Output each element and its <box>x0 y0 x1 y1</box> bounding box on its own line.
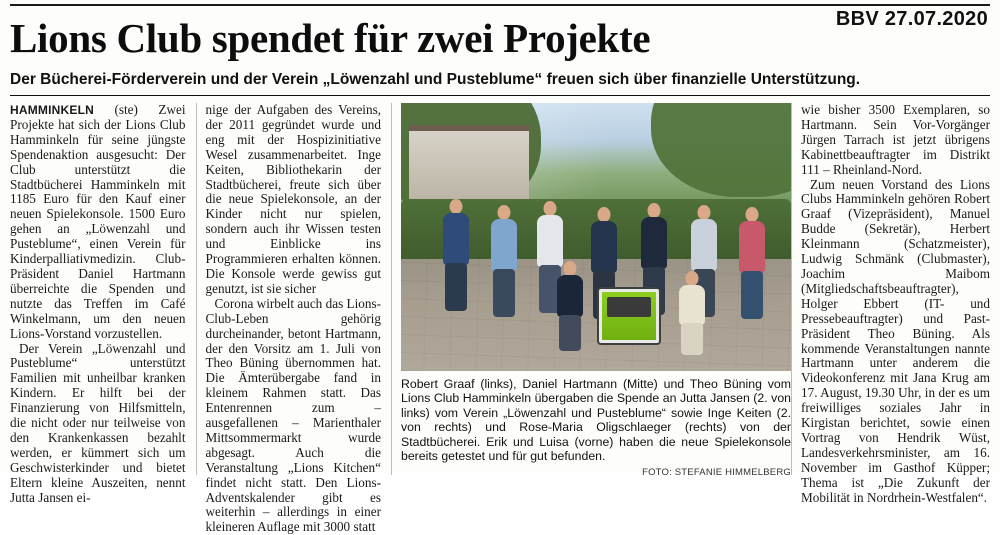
person-head <box>450 199 463 214</box>
subheadline: Der Bücherei-Förderverein und der Verein „Löwenzahl und Pusteblume“ freuen sich über finanzielle Unterstützung. <box>10 71 861 88</box>
person-head <box>564 261 577 276</box>
column-divider <box>196 103 197 475</box>
person-legs <box>741 271 763 319</box>
paragraph: nige der Aufgaben des Vereins, der 2011 gegründet wurde und eng mit der Hospizinitiative Wesel zusammenarbeitet. Inge Keiten, Bibliothekarin der Stadtbücherei, freute sich über die neue Spielekonsole, an der Kinder nicht nur spielen, sondern auch ihr Wissen testen und Einblicke ins Programmieren erhalten können. Die Konsole werde gewiss gut genutzt, ist sie sicher <box>205 102 381 296</box>
person-torso <box>739 221 765 273</box>
photo-column <box>401 103 791 479</box>
person-head <box>686 271 699 286</box>
top-rule <box>10 4 990 6</box>
building-facade <box>409 131 529 205</box>
person-torso <box>691 219 717 271</box>
console-screen <box>607 297 651 317</box>
person-torso <box>491 219 517 271</box>
article-columns <box>10 102 990 535</box>
paragraph: Der Verein „Löwenzahl und Pusteblume“ unterstützt Familien mit unheilbar kranken Kindern. Er hilft bei der Finanzierung von Hilfsmitteln, die nicht oder nur teilweise von den Krankenkassen bezahlt werden, er kümmert sich um Geschwisterkinder und bietet Eltern kleine Auszeiten, nennt Jutta Jansen ei- <box>10 340 186 505</box>
paragraph: Corona wirbelt auch das Lions-Club-Leben gehörig durcheinander, betont Hartmann, der den Vorsitz am 1. Juli von Theo Büning übernommen hat. Die Ämterübergabe fand in kleinem Rahmen statt. Das Entenrennen zum – ausgefallenen – Marienthaler Mittsommermarkt wurde abgesagt. Auch die Veranstaltung „Lions Kitchen“ findet nicht statt. Den Lions-Adventskalender gibt es weiterhin – allerdings in einer kleineren Auflage mit 3000 statt <box>205 295 381 535</box>
person-figure <box>487 205 521 317</box>
divider-under-subheadline <box>10 95 990 96</box>
column-one <box>10 102 196 505</box>
person-torso <box>443 213 469 265</box>
game-console-object <box>597 287 661 345</box>
edition-label: BBV 27.07.2020 <box>835 8 988 30</box>
person-head <box>498 205 511 220</box>
paragraph: Zum neuen Vorstand des Lions Clubs Hamminkeln gehören Robert Graaf (Vizepräsident), Manuel Budde (Sekretär), Herbert Kleinmann (Schatzmeister), Ludwig Schmänk (Clubmaster), Joachim Maibom (Mitgliedschaftsbeauftragter), Holger Ebbert (IT- und Pressebeauftragter) und Past-Präsident Theo Büning. Als kommende Veranstaltungen nannte Hartmann unter anderem die Videokonferenz mit Jana Krug am 17. August, 19.30 Uhr, in der es um freiwilliges soziales Jahr in Kirgistan berichtet, sowie einen Vortrag von Hendrik Wüst, Landesverkehrsminister, am 16. November im Gasthof Küpper; Thema ist „Die Zukunft der Mobilität in Nordrhein-Westfalen“. <box>801 176 990 505</box>
person-torso <box>641 217 667 269</box>
person-torso <box>591 221 617 273</box>
column-divider <box>791 103 792 475</box>
paragraph: HAMMINKELN (ste) Zwei Projekte hat sich der Lions Club Hamminkeln für seine jüngste Spendenaktion ausgesucht: Der Club unterstützt die Stadtbücherei Hamminkeln mit 1185 Euro für den Kauf einer neuen Spielekonsole. 1500 Euro gehen an „Löwenzahl und Pusteblume“, einen Verein für Kinderpalliativmedizin. Club-Präsident Daniel Hartmann überreichte die Spenden und nutzte das Treffen im Café Winkelmann, um den neuen Lions-Vorstand vorzustellen. <box>10 102 186 341</box>
person-figure <box>735 207 769 317</box>
person-figure <box>439 199 473 317</box>
column-divider <box>391 103 392 475</box>
paragraph: wie bisher 3500 Exemplaren, so Hartmann. Sein Vor-Vorgänger Jürgen Tarrach ist jetzt übrigens Kabinettbeauftragter im Distrikt 111 – Rheinland-Nord. <box>801 102 990 177</box>
person-head <box>746 207 759 222</box>
person-torso <box>679 285 705 325</box>
tree-shape <box>651 103 791 197</box>
person-legs <box>681 323 703 355</box>
column-two <box>205 102 392 535</box>
person-head <box>648 203 661 218</box>
article-photo <box>401 103 791 371</box>
person-legs <box>493 269 515 317</box>
person-torso <box>537 215 563 267</box>
person-legs <box>559 315 581 351</box>
person-legs <box>445 263 467 311</box>
person-head <box>544 201 557 216</box>
column-three <box>801 102 990 505</box>
person-head <box>698 205 711 220</box>
photo-caption: Robert Graaf (links), Daniel Hartmann (Mitte) und Theo Büning vom Lions Club Hamminkeln übergaben die Spende an Jutta Jansen (2. von links) vom Verein „Löwenzahl und Pusteblume“ sowie Inge Keiten (2. von rechts) und Rose-Maria Oligschlaeger (rechts) von der Stadtbücherei. Erik und Luisa (vorne) haben die neue Spielekonsole bereits getestet und für gut befunden. <box>401 377 791 464</box>
page-title: Lions Club spendet für zwei Projekte <box>10 15 651 61</box>
child-figure <box>675 271 709 357</box>
photo-scene <box>401 103 791 371</box>
person-torso <box>557 275 583 317</box>
child-figure <box>553 261 587 353</box>
dateline: HAMMINKELN <box>10 103 94 117</box>
person-head <box>598 207 611 222</box>
photo-credit: FOTO: STEFANIE HIMMELBERG <box>642 467 791 479</box>
